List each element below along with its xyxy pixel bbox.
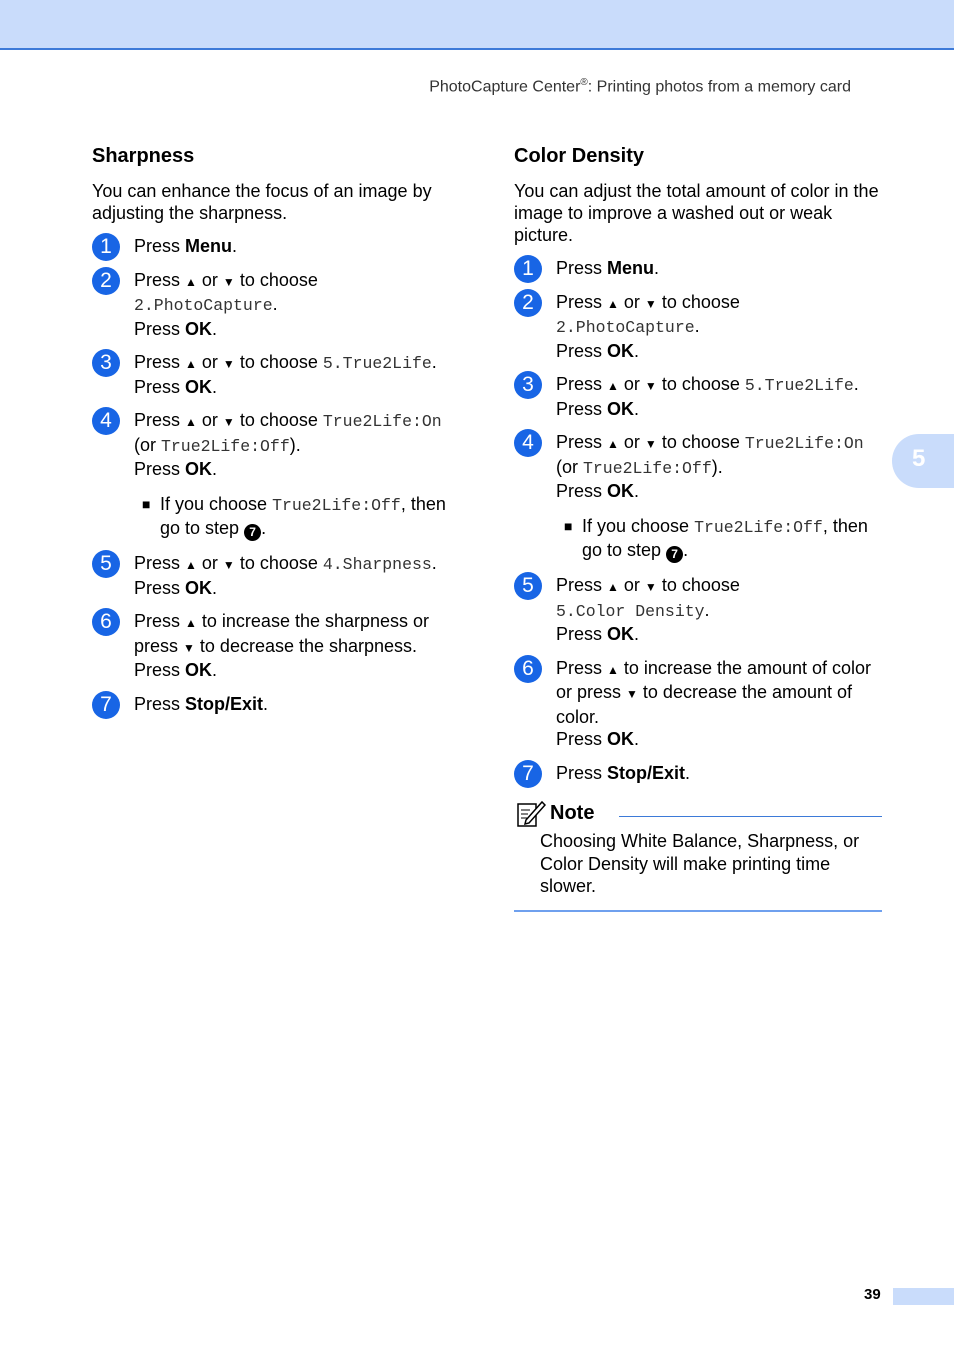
menu-option: 2.PhotoCapture [556,318,695,337]
step-number-icon: 4 [92,407,120,435]
up-arrow-icon: ▲ [607,580,619,594]
step-6: 6 Press ▲ to increase the amount of color or press ▼ to decrease the amount of color. Press OK. [514,657,886,751]
step-5: 5 Press ▲ or ▼ to choose 4.Sharpness. Press OK. [92,552,464,599]
step-reference-icon: 7 [244,524,261,541]
up-arrow-icon: ▲ [607,296,619,311]
menu-option: True2Life:On [322,412,442,431]
menu-option: True2Life:Off [161,436,290,456]
step-5: 5 Press ▲ or ▼ to choose 5.Color Density. Press OK. [514,574,886,646]
up-arrow-icon: ▲ [607,662,619,677]
down-arrow-icon: ▼ [222,558,235,572]
menu-option: True2Life:On [744,434,864,453]
step-number-icon: 7 [514,760,542,788]
sub-bullet: ■ If you choose True2Life:Off, then go to step 7 . [564,515,868,561]
color-density-section [514,145,886,912]
down-arrow-icon: ▼ [222,415,235,429]
note-text: Choosing White Balance, Sharpness, or Color Density will make printing time slower. [540,831,860,896]
note-pencil-icon [516,798,546,828]
down-arrow-icon: ▼ [183,640,195,655]
down-arrow-icon: ▼ [644,580,657,594]
step-4: 4 Press ▲ or ▼ to choose True2Life:On (or True2Life:Off). Press OK. ■ If you choose True2Life:Off, then go to step 7 . [92,409,464,541]
running-header: PhotoCapture Center®: Printing photos from a memory card [429,77,851,96]
step-number-icon: 2 [514,289,542,317]
up-arrow-icon: ▲ [185,616,197,630]
step-number-icon: 5 [514,572,542,600]
menu-option: 2.PhotoCapture [134,296,273,315]
up-arrow-icon: ▲ [185,357,197,371]
section-intro: You can adjust the total amount of color in the image to improve a washed out or weak picture. [514,181,879,245]
step-number-icon: 1 [514,255,542,283]
menu-option: True2Life:Off [583,458,712,478]
step-3: 3 Press ▲ or ▼ to choose 5.True2Life. Press OK. [92,351,464,398]
step-number-icon: 6 [92,608,120,636]
up-arrow-icon: ▲ [607,437,619,451]
up-arrow-icon: ▲ [185,274,197,289]
step-number-icon: 3 [514,371,542,399]
section-title: Sharpness [92,145,195,167]
step-2: 2 Press ▲ or ▼ to choose 2.PhotoCapture. Press OK. [92,269,464,341]
bullet-square-icon: ■ [564,517,573,534]
up-arrow-icon: ▲ [185,415,197,429]
up-arrow-icon: ▲ [607,379,619,393]
step-1: 1 Press Menu. [92,235,464,258]
note-box [514,798,886,912]
step-2: 2 Press ▲ or ▼ to choose 2.PhotoCapture. Press OK. [514,291,886,363]
note-bottom-rule [514,910,882,912]
bullet-square-icon: ■ [142,495,151,512]
page-number: 39 [864,1286,881,1303]
step-number-icon: 1 [92,233,120,261]
sharpness-section [92,145,464,715]
step-1: 1 Press Menu. [514,257,886,280]
down-arrow-icon: ▼ [644,296,657,311]
section-title: Color Density [514,145,645,167]
step-6: 6 Press ▲ to increase the sharpness or press ▼ to decrease the sharpness. Press OK. [92,610,464,682]
step-3: 3 Press ▲ or ▼ to choose 5.True2Life. Press OK. [514,373,886,420]
up-arrow-icon: ▲ [185,558,197,572]
down-arrow-icon: ▼ [644,379,657,393]
section-intro: You can enhance the focus of an image by adjusting the sharpness. [92,181,432,223]
menu-option: 5.Color Density [556,601,705,621]
down-arrow-icon: ▼ [626,687,638,701]
top-band [0,0,954,50]
step-number-icon: 3 [92,349,120,377]
step-number-icon: 2 [92,267,120,295]
down-arrow-icon: ▼ [222,357,235,371]
step-reference-icon: 7 [666,546,683,563]
chapter-tab [892,434,954,488]
step-number-icon: 6 [514,655,542,683]
menu-option: 5.True2Life [322,354,432,373]
step-7: 7 Press Stop/Exit. [514,762,886,785]
note-divider [619,816,882,817]
down-arrow-icon: ▼ [644,437,657,451]
chapter-number: 5 [912,445,926,472]
down-arrow-icon: ▼ [222,274,235,289]
step-7: 7 Press Stop/Exit. [92,693,464,716]
note-title: Note [550,802,595,824]
page-number-bar [893,1288,954,1305]
step-number-icon: 5 [92,550,120,578]
sub-bullet: ■ If you choose True2Life:Off, then go to step 7 . [142,493,446,539]
step-number-icon: 7 [92,691,120,719]
menu-option: 5.True2Life [744,376,854,395]
step-number-icon: 4 [514,429,542,457]
menu-option: 4.Sharpness [322,555,432,574]
step-4: 4 Press ▲ or ▼ to choose True2Life:On (or True2Life:Off). Press OK. ■ If you choose True2Life:Off, then go to step 7 . [514,431,886,563]
